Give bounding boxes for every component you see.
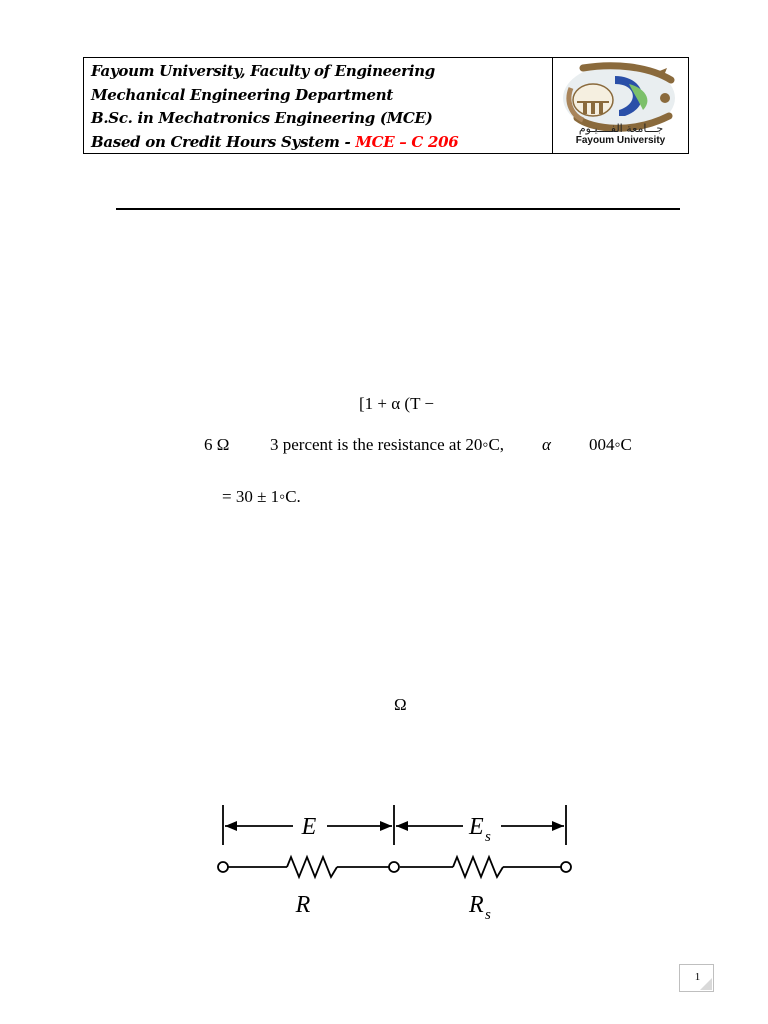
arrow-right-icon <box>380 821 392 831</box>
resistance-description-text: 3 percent is the resistance at 20◦C, <box>270 435 505 454</box>
circuit-diagram <box>205 797 585 931</box>
alpha-symbol: α <box>542 435 551 454</box>
voltage-label-es-subscript: s <box>485 829 491 845</box>
series-resistor-circuit <box>205 797 585 927</box>
resistor-label-rs: R <box>469 892 484 918</box>
header-course-prefix: Based on Credit Hours System - <box>91 132 356 151</box>
header-course <box>91 131 552 155</box>
omega-symbol: Ω <box>394 695 407 714</box>
resistor-label-rs-subscript: s <box>485 907 491 923</box>
header-table <box>83 57 689 154</box>
arrow-right-icon <box>552 821 564 831</box>
header-rule <box>116 208 680 210</box>
logo-arabic-text: جـــامعة الفــــيـوم <box>578 122 664 135</box>
page-number-box <box>679 964 714 992</box>
formula-fragment: [1 + α (T − <box>359 394 434 413</box>
page-curl-icon <box>700 978 712 990</box>
arrow-left-icon <box>225 821 237 831</box>
page-number: 1 <box>694 971 701 983</box>
alpha-value-text: 004◦C <box>589 435 632 454</box>
header-program: B.Sc. in Mechatronics Engineering (MCE) <box>91 109 433 127</box>
arrow-left-icon <box>396 821 408 831</box>
university-logo <box>553 58 688 153</box>
header-university: Fayoum University, Faculty of Engineering <box>91 62 435 80</box>
voltage-label-es: E <box>469 814 484 840</box>
logo-emblem-icon <box>553 58 688 136</box>
header-department: Mechanical Engineering Department <box>91 85 393 104</box>
resistor-label-r: R <box>295 892 311 918</box>
voltage-label-e: E <box>301 814 317 840</box>
temperature-text: = 30 ± 1◦C. <box>222 487 301 506</box>
header-text-cell <box>84 58 553 153</box>
resistance-value-text: 6 Ω <box>204 435 230 454</box>
header-course-code: MCE – C 206 <box>355 132 459 151</box>
logo-caption: Fayoum University <box>575 135 666 146</box>
